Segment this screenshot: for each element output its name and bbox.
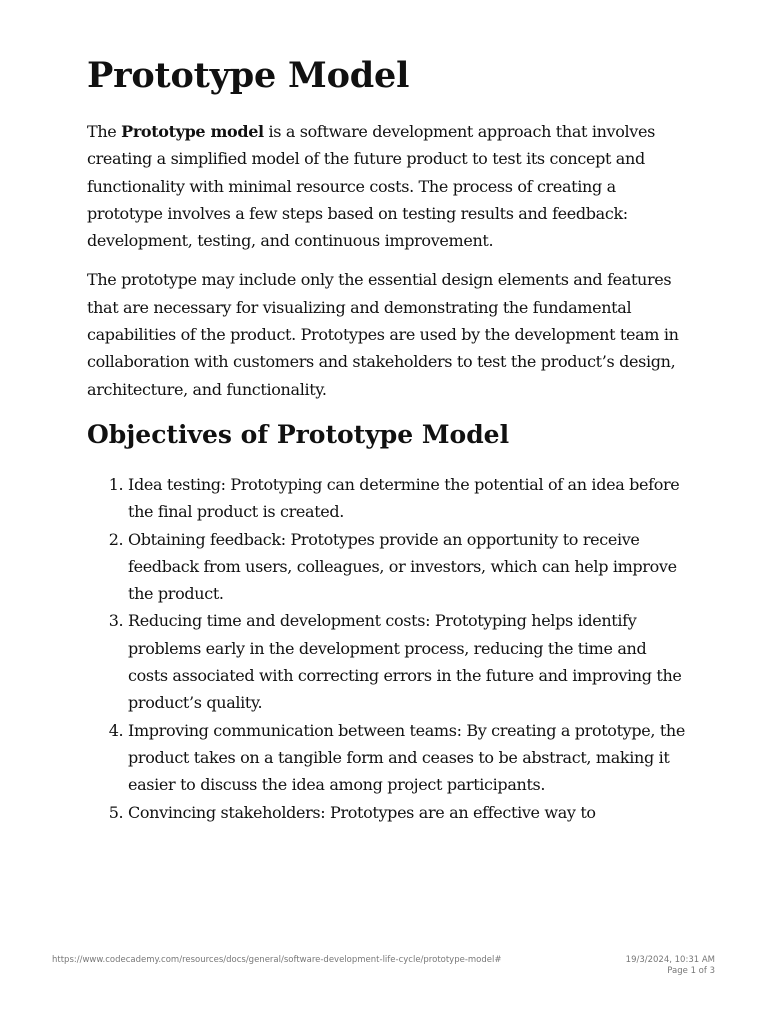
document-body [87, 52, 687, 826]
objectives-list [87, 471, 687, 826]
footer-datetime: 19/3/2024, 10:31 AM [625, 955, 715, 965]
body-paragraph: The prototype may include only the essential design elements and features that are necessary for visualizing and demonstrating the fundamental capabilities of the product. Prototypes are used by the development team in collaboration with customers and stakeholders to test the product’s design, architecture, and functionality. [87, 270, 679, 399]
page-title: Prototype Model [87, 55, 410, 96]
intro-paragraph [87, 118, 687, 254]
footer-page-number: Page 1 of 3 [667, 966, 715, 976]
list-item: 4. Improving communication between teams: By creating a prototype, the product takes on a tangible form and ceases to be abstract, making it easier to discuss the idea among project participants. [128, 717, 687, 799]
footer-url: https://www.codecademy.com/resources/docs/general/software-development-life-cycle/prototype-model# [52, 955, 502, 965]
list-item: 3. Reducing time and development costs: Prototyping helps identify problems early in the development process, reducing the time and costs associated with correcting errors in the future and improving the product’s quality. [128, 607, 687, 716]
intro-lead: The [87, 122, 122, 141]
intro-bold-term: Prototype model [121, 122, 264, 141]
section-heading: Objectives of Prototype Model [87, 419, 510, 449]
list-item: 5. Convincing stakeholders: Prototypes are an effective way to [128, 799, 687, 826]
intro-rest: is a software development approach that involves creating a simplified model of the future product to test its concept and functionality with minimal resource costs. The process of creating a prototype involves a few steps based on testing results and feedback: development, testing, and continuous improvement. [87, 122, 655, 251]
list-item: 1. Idea testing: Prototyping can determine the potential of an idea before the final product is created. [128, 471, 687, 526]
footer-meta [626, 955, 715, 977]
list-item: 2. Obtaining feedback: Prototypes provide an opportunity to receive feedback from users, colleagues, or investors, which can help improve the product. [128, 526, 687, 608]
